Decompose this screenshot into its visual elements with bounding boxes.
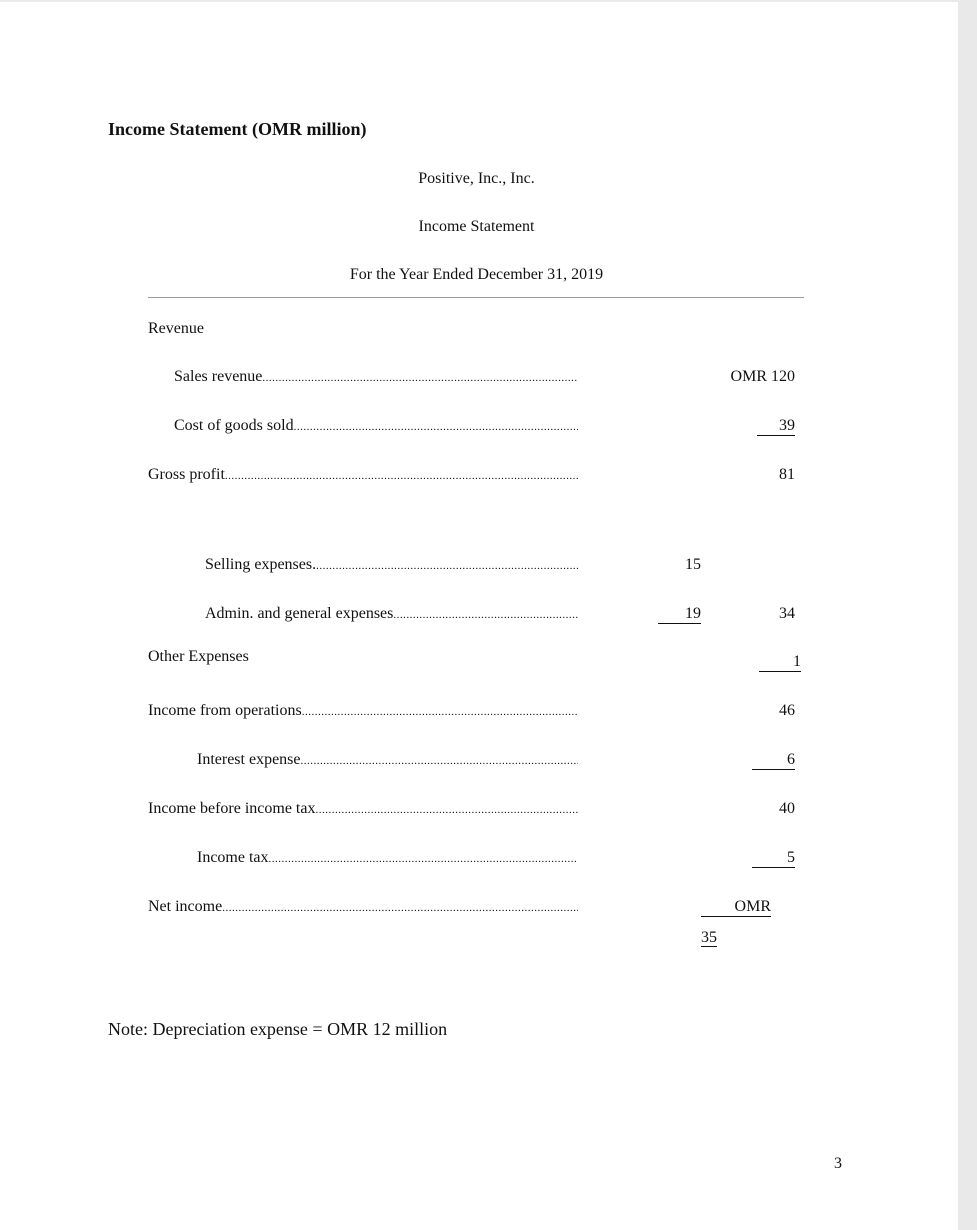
amount-other-expenses: 1 <box>759 653 801 672</box>
amount-sales-revenue: OMR 120 <box>730 368 795 385</box>
sub-amount-admin: 19 <box>658 605 701 624</box>
line-label: Cost of goods sold <box>174 417 294 434</box>
amount-income-operations: 46 <box>779 702 795 719</box>
amount-income-tax: 5 <box>752 849 795 868</box>
statement-title: Income Statement <box>418 218 535 235</box>
line-other-expenses: Other Expenses <box>148 648 249 665</box>
section-revenue: Revenue <box>148 320 204 337</box>
company-name: Positive, Inc., Inc. <box>418 170 535 187</box>
line-label: Income before income tax <box>148 800 316 817</box>
amount-cogs: 39 <box>757 417 795 436</box>
net-income-currency: OMR <box>701 898 771 917</box>
line-label: Net income <box>148 898 223 915</box>
line-label: Income tax <box>197 849 269 866</box>
header-rule <box>148 297 804 298</box>
line-gross-profit <box>148 466 578 484</box>
line-label: Selling expenses. <box>205 556 317 573</box>
amount-net-income: 35 <box>701 929 717 946</box>
sub-amount-selling: 15 <box>685 556 701 573</box>
depreciation-note: Note: Depreciation expense = OMR 12 million <box>108 1019 448 1039</box>
line-interest-expense <box>197 751 578 769</box>
line-label: Income from operations <box>148 702 302 719</box>
line-income-operations <box>148 702 578 720</box>
line-income-tax <box>197 849 578 867</box>
document-page <box>0 2 958 1230</box>
amount-interest-expense: 6 <box>752 751 795 770</box>
page-heading: Income Statement (OMR million) <box>108 119 367 139</box>
line-admin-expenses <box>205 605 578 623</box>
line-label: Gross profit <box>148 466 225 483</box>
page-number: 3 <box>834 1155 842 1172</box>
amount-gross-profit: 81 <box>779 466 795 483</box>
line-sales-revenue <box>174 368 578 386</box>
line-label: Admin. and general expenses <box>205 605 394 622</box>
line-label: Interest expense <box>197 751 301 768</box>
line-cogs <box>174 417 578 435</box>
amount-income-before-tax: 40 <box>779 800 795 817</box>
line-net-income <box>148 898 578 916</box>
line-label: Sales revenue <box>174 368 263 385</box>
statement-period: For the Year Ended December 31, 2019 <box>349 266 604 283</box>
amount-total-operating-expenses: 34 <box>779 605 795 622</box>
line-selling-expenses <box>205 556 578 574</box>
line-income-before-tax <box>148 800 578 818</box>
